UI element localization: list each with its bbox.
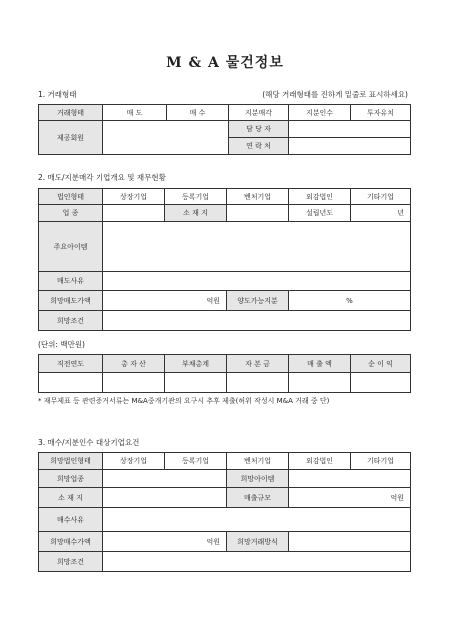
sale-reason-label: 매도사유 bbox=[39, 272, 103, 291]
option-equity-sale[interactable]: 지분매각 bbox=[229, 105, 289, 121]
contact-person-label: 담 당 자 bbox=[229, 121, 289, 138]
desired-price-field[interactable]: 억원 bbox=[103, 291, 227, 311]
desired-industry-label: 희망업종 bbox=[39, 470, 103, 488]
location-field[interactable] bbox=[227, 205, 289, 222]
transferable-stake-field[interactable]: % bbox=[289, 291, 411, 311]
desired-items-label: 희망아이템 bbox=[227, 470, 289, 488]
fin-cell[interactable] bbox=[351, 373, 411, 393]
contact-phone-label: 연 락 처 bbox=[229, 138, 289, 155]
desired-purchase-price-label: 희망매수가액 bbox=[39, 532, 103, 552]
location-label: 소 재 지 bbox=[165, 205, 227, 222]
option-listed[interactable]: 상장기업 bbox=[103, 453, 165, 470]
main-items-field[interactable] bbox=[103, 222, 411, 272]
financials-table bbox=[38, 354, 411, 393]
founded-field[interactable]: 년 bbox=[351, 205, 411, 222]
conditions-field[interactable] bbox=[103, 311, 411, 331]
option-venture[interactable]: 벤처기업 bbox=[227, 453, 289, 470]
contact-phone-field[interactable] bbox=[289, 138, 411, 155]
location-label: 소 재 지 bbox=[39, 488, 103, 508]
footnote: * 재무제표 등 관련증거서류는 M&A중개기관의 요구시 추후 제출(허위 작성시 M&A 거래 중 단) bbox=[38, 397, 330, 405]
provider-field[interactable] bbox=[103, 121, 229, 155]
trade-type-label: 거래형태 bbox=[39, 105, 103, 121]
fin-capital: 자 본 금 bbox=[227, 355, 289, 373]
desired-corp-type-label: 희망법인형태 bbox=[39, 453, 103, 470]
contact-person-field[interactable] bbox=[289, 121, 411, 138]
option-other[interactable]: 기타기업 bbox=[351, 453, 411, 470]
conditions-label: 희망조건 bbox=[39, 552, 103, 572]
desired-method-label: 희망거래방식 bbox=[227, 532, 289, 552]
unit-note: (단위: 백만원) bbox=[38, 340, 85, 349]
transferable-stake-label: 양도가능지분 bbox=[227, 291, 289, 311]
option-audited[interactable]: 외감법인 bbox=[289, 189, 351, 205]
industry-label: 업 종 bbox=[39, 205, 103, 222]
section-3-heading: 3. 매수/지분인수 대상기업요건 bbox=[38, 438, 140, 447]
conditions-label: 희망조건 bbox=[39, 311, 103, 331]
fin-total-liabilities: 부채총계 bbox=[165, 355, 227, 373]
fin-cell[interactable] bbox=[103, 373, 165, 393]
option-buy[interactable]: 매 수 bbox=[167, 105, 229, 121]
section-2-heading: 2. 매도/지분매각 기업개요 및 재무현황 bbox=[38, 173, 166, 182]
fin-net-income: 순 이 익 bbox=[351, 355, 411, 373]
fin-prev-year: 직전연도 bbox=[39, 355, 103, 373]
option-registered[interactable]: 등록기업 bbox=[165, 453, 227, 470]
desired-items-field[interactable] bbox=[289, 470, 411, 488]
fin-revenue: 매 출 액 bbox=[289, 355, 351, 373]
fin-cell[interactable] bbox=[39, 373, 103, 393]
seller-overview-table bbox=[38, 188, 411, 331]
location-field[interactable] bbox=[103, 488, 227, 508]
founded-label: 설립년도 bbox=[289, 205, 351, 222]
corp-type-label: 법인형태 bbox=[39, 189, 103, 205]
provider-label: 제공회원 bbox=[39, 121, 103, 155]
desired-purchase-price-field[interactable]: 억원 bbox=[103, 532, 227, 552]
option-audited[interactable]: 외감법인 bbox=[289, 453, 351, 470]
fin-cell[interactable] bbox=[227, 373, 289, 393]
desired-price-label: 희망매도가액 bbox=[39, 291, 103, 311]
fin-total-assets: 총 자 산 bbox=[103, 355, 165, 373]
trade-type-table bbox=[38, 104, 411, 155]
option-sell[interactable]: 매 도 bbox=[103, 105, 167, 121]
option-registered[interactable]: 등록기업 bbox=[165, 189, 227, 205]
buyer-requirements-table bbox=[38, 452, 411, 572]
section-1-note: (해당 거래형태를 진하게 밑줄로 표시하세요) bbox=[262, 90, 408, 99]
sale-reason-field[interactable] bbox=[103, 272, 411, 291]
sales-scale-field[interactable]: 억원 bbox=[289, 488, 411, 508]
purchase-reason-label: 매수사유 bbox=[39, 508, 103, 532]
conditions-field[interactable] bbox=[103, 552, 411, 572]
section-1-heading: 1. 거래형태 bbox=[38, 90, 77, 99]
fin-cell[interactable] bbox=[289, 373, 351, 393]
option-other[interactable]: 기타기업 bbox=[351, 189, 411, 205]
desired-industry-field[interactable] bbox=[103, 470, 227, 488]
option-investment[interactable]: 투자유치 bbox=[351, 105, 411, 121]
sales-scale-label: 매출규모 bbox=[227, 488, 289, 508]
page-title: M & A 물건정보 bbox=[166, 55, 284, 71]
option-equity-acquire[interactable]: 지분인수 bbox=[289, 105, 351, 121]
fin-cell[interactable] bbox=[165, 373, 227, 393]
desired-method-field[interactable] bbox=[289, 532, 411, 552]
main-items-label: 주요아이템 bbox=[39, 222, 103, 272]
purchase-reason-field[interactable] bbox=[103, 508, 411, 532]
option-venture[interactable]: 벤처기업 bbox=[227, 189, 289, 205]
option-listed[interactable]: 상장기업 bbox=[103, 189, 165, 205]
industry-field[interactable] bbox=[103, 205, 165, 222]
